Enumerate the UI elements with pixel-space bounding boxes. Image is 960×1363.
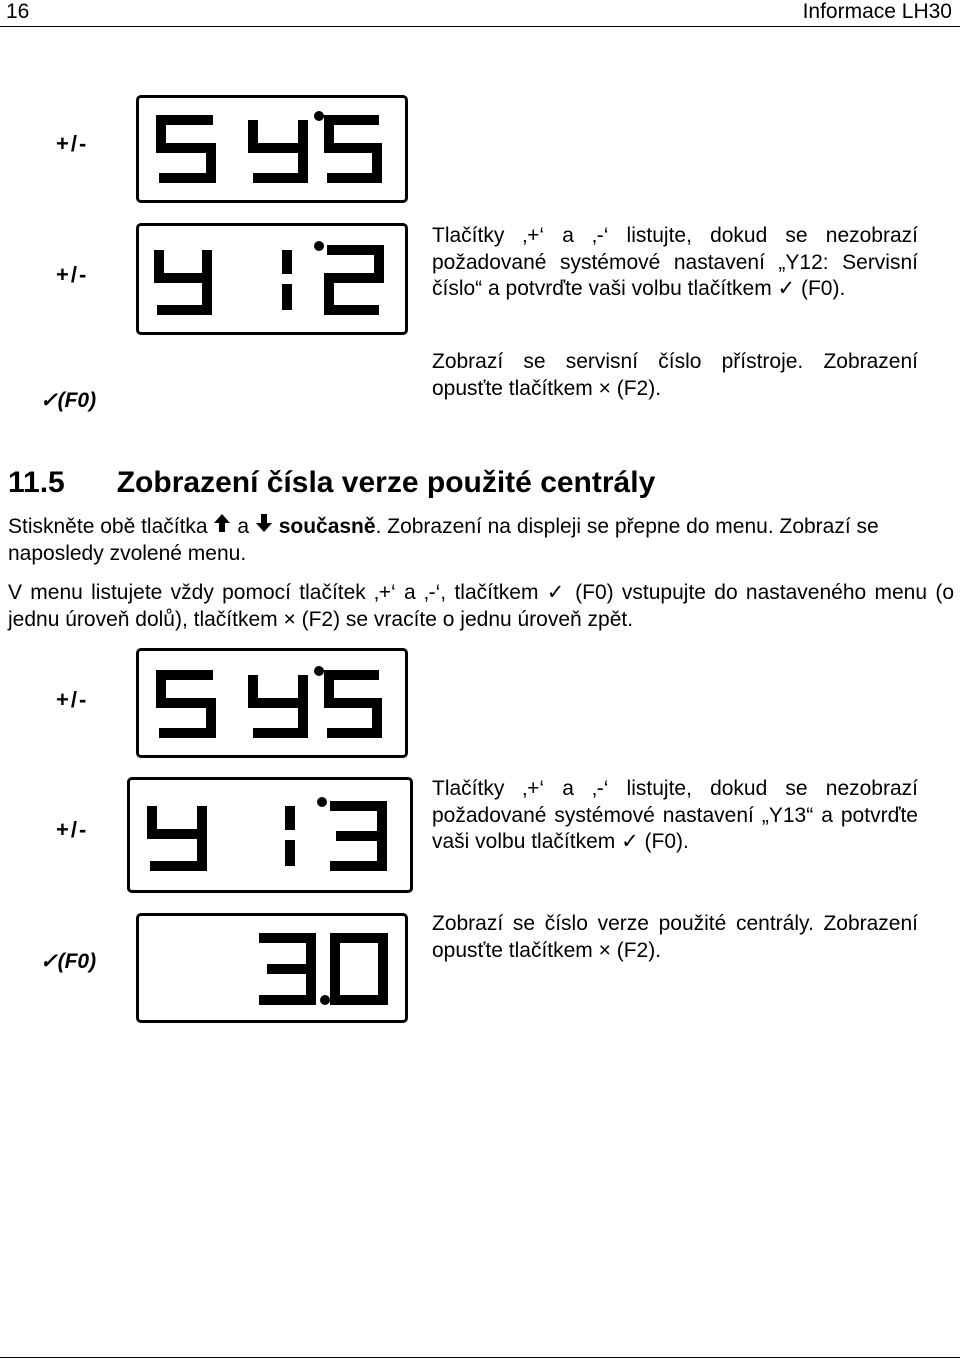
lcd-segment-y [253, 675, 303, 733]
header-title: Informace LH30 [802, 0, 952, 23]
lcd-dot [314, 111, 324, 121]
para-text: Stiskněte obě tlačítka [8, 515, 208, 538]
instruction-service-number: Zobrazí se servisní číslo přístroje. Zobrazení opusťte tlačítkem × (F2). [432, 350, 918, 400]
lcd-segment-y [253, 120, 303, 178]
lcd-segment-0 [335, 938, 383, 1000]
para-text: a [237, 515, 249, 538]
lcd-segment-y [150, 806, 202, 866]
lcd-digits [139, 98, 405, 200]
lcd-dot [317, 797, 327, 807]
instruction-version: Zobrazí se číslo verze použité centrály. Zobrazení opusťte tlačítkem × (F2). [432, 912, 918, 962]
section-heading [8, 466, 655, 500]
lcd-dot [314, 241, 324, 251]
plus-minus-key-label: +/- [56, 131, 89, 156]
plus-minus-key-label: +/- [56, 687, 89, 712]
lcd-digits [139, 226, 405, 332]
lcd-dot [314, 666, 324, 676]
lcd-segment-2 [327, 250, 379, 310]
paragraph-press-both [8, 513, 954, 567]
ok-f0-key-label: ✓(F0) [40, 950, 97, 973]
section-title: Zobrazení čísla verze použité centrály [116, 466, 656, 499]
lcd-display-version [136, 913, 408, 1023]
lcd-decimal-point [320, 995, 330, 1005]
plus-minus-key-label: +/- [56, 262, 89, 287]
lcd-segment-s [159, 675, 213, 733]
lcd-segment-s2 [327, 120, 379, 178]
para-bold-text: současně [278, 515, 376, 538]
lcd-digits [139, 916, 405, 1020]
lcd-segment-3 [259, 938, 311, 1000]
lcd-segment-s [159, 120, 213, 178]
lcd-display-y13 [127, 777, 413, 893]
lcd-digits [130, 780, 410, 890]
lcd-digits [139, 651, 405, 755]
lcd-display-y12 [136, 223, 408, 335]
plus-minus-key-label: +/- [56, 817, 89, 842]
para-text: . Zobrazení na displeji se přepne do menu. Zobrazí se naposledy zvolené menu. [8, 515, 879, 565]
lcd-segment-s2 [327, 675, 379, 733]
footer-divider [0, 1357, 960, 1358]
lcd-segment-3 [330, 806, 382, 866]
ok-f0-key-label: ✓(F0) [40, 389, 97, 412]
instruction-y13: Tlačítky ‚+‘ a ‚-‘ listujte, dokud se nezobrazí požadované systémové nastavení „Y13“ a potvrďte vaši volbu tlačítkem ✓ (F0). [432, 777, 918, 853]
header-divider [0, 26, 960, 27]
section-number: 11.5 [8, 466, 65, 499]
instruction-y12: Tlačítky ‚+‘ a ‚-‘ listujte, dokud se nezobrazí požadované systémové nastavení „Y12: Servisní číslo“ a potvrďte vaši volbu tlačítkem ✓ (F0). [432, 224, 918, 300]
lcd-display-sys [136, 95, 408, 203]
arrow-down-icon [255, 513, 273, 541]
paragraph-menu-navigation: V menu listujete vždy pomocí tlačítek ‚+‘ a ‚-‘, tlačítkem ✓ (F0) vstupujte do nastaveného menu (o jednu úroveň dolů), tlačítkem × (F2) se vracíte o jednu úroveň zpět. [8, 581, 954, 631]
lcd-display-sys [136, 648, 408, 758]
lcd-segment-y [157, 250, 207, 310]
page-number: 16 [6, 0, 30, 23]
arrow-up-icon [213, 513, 231, 541]
